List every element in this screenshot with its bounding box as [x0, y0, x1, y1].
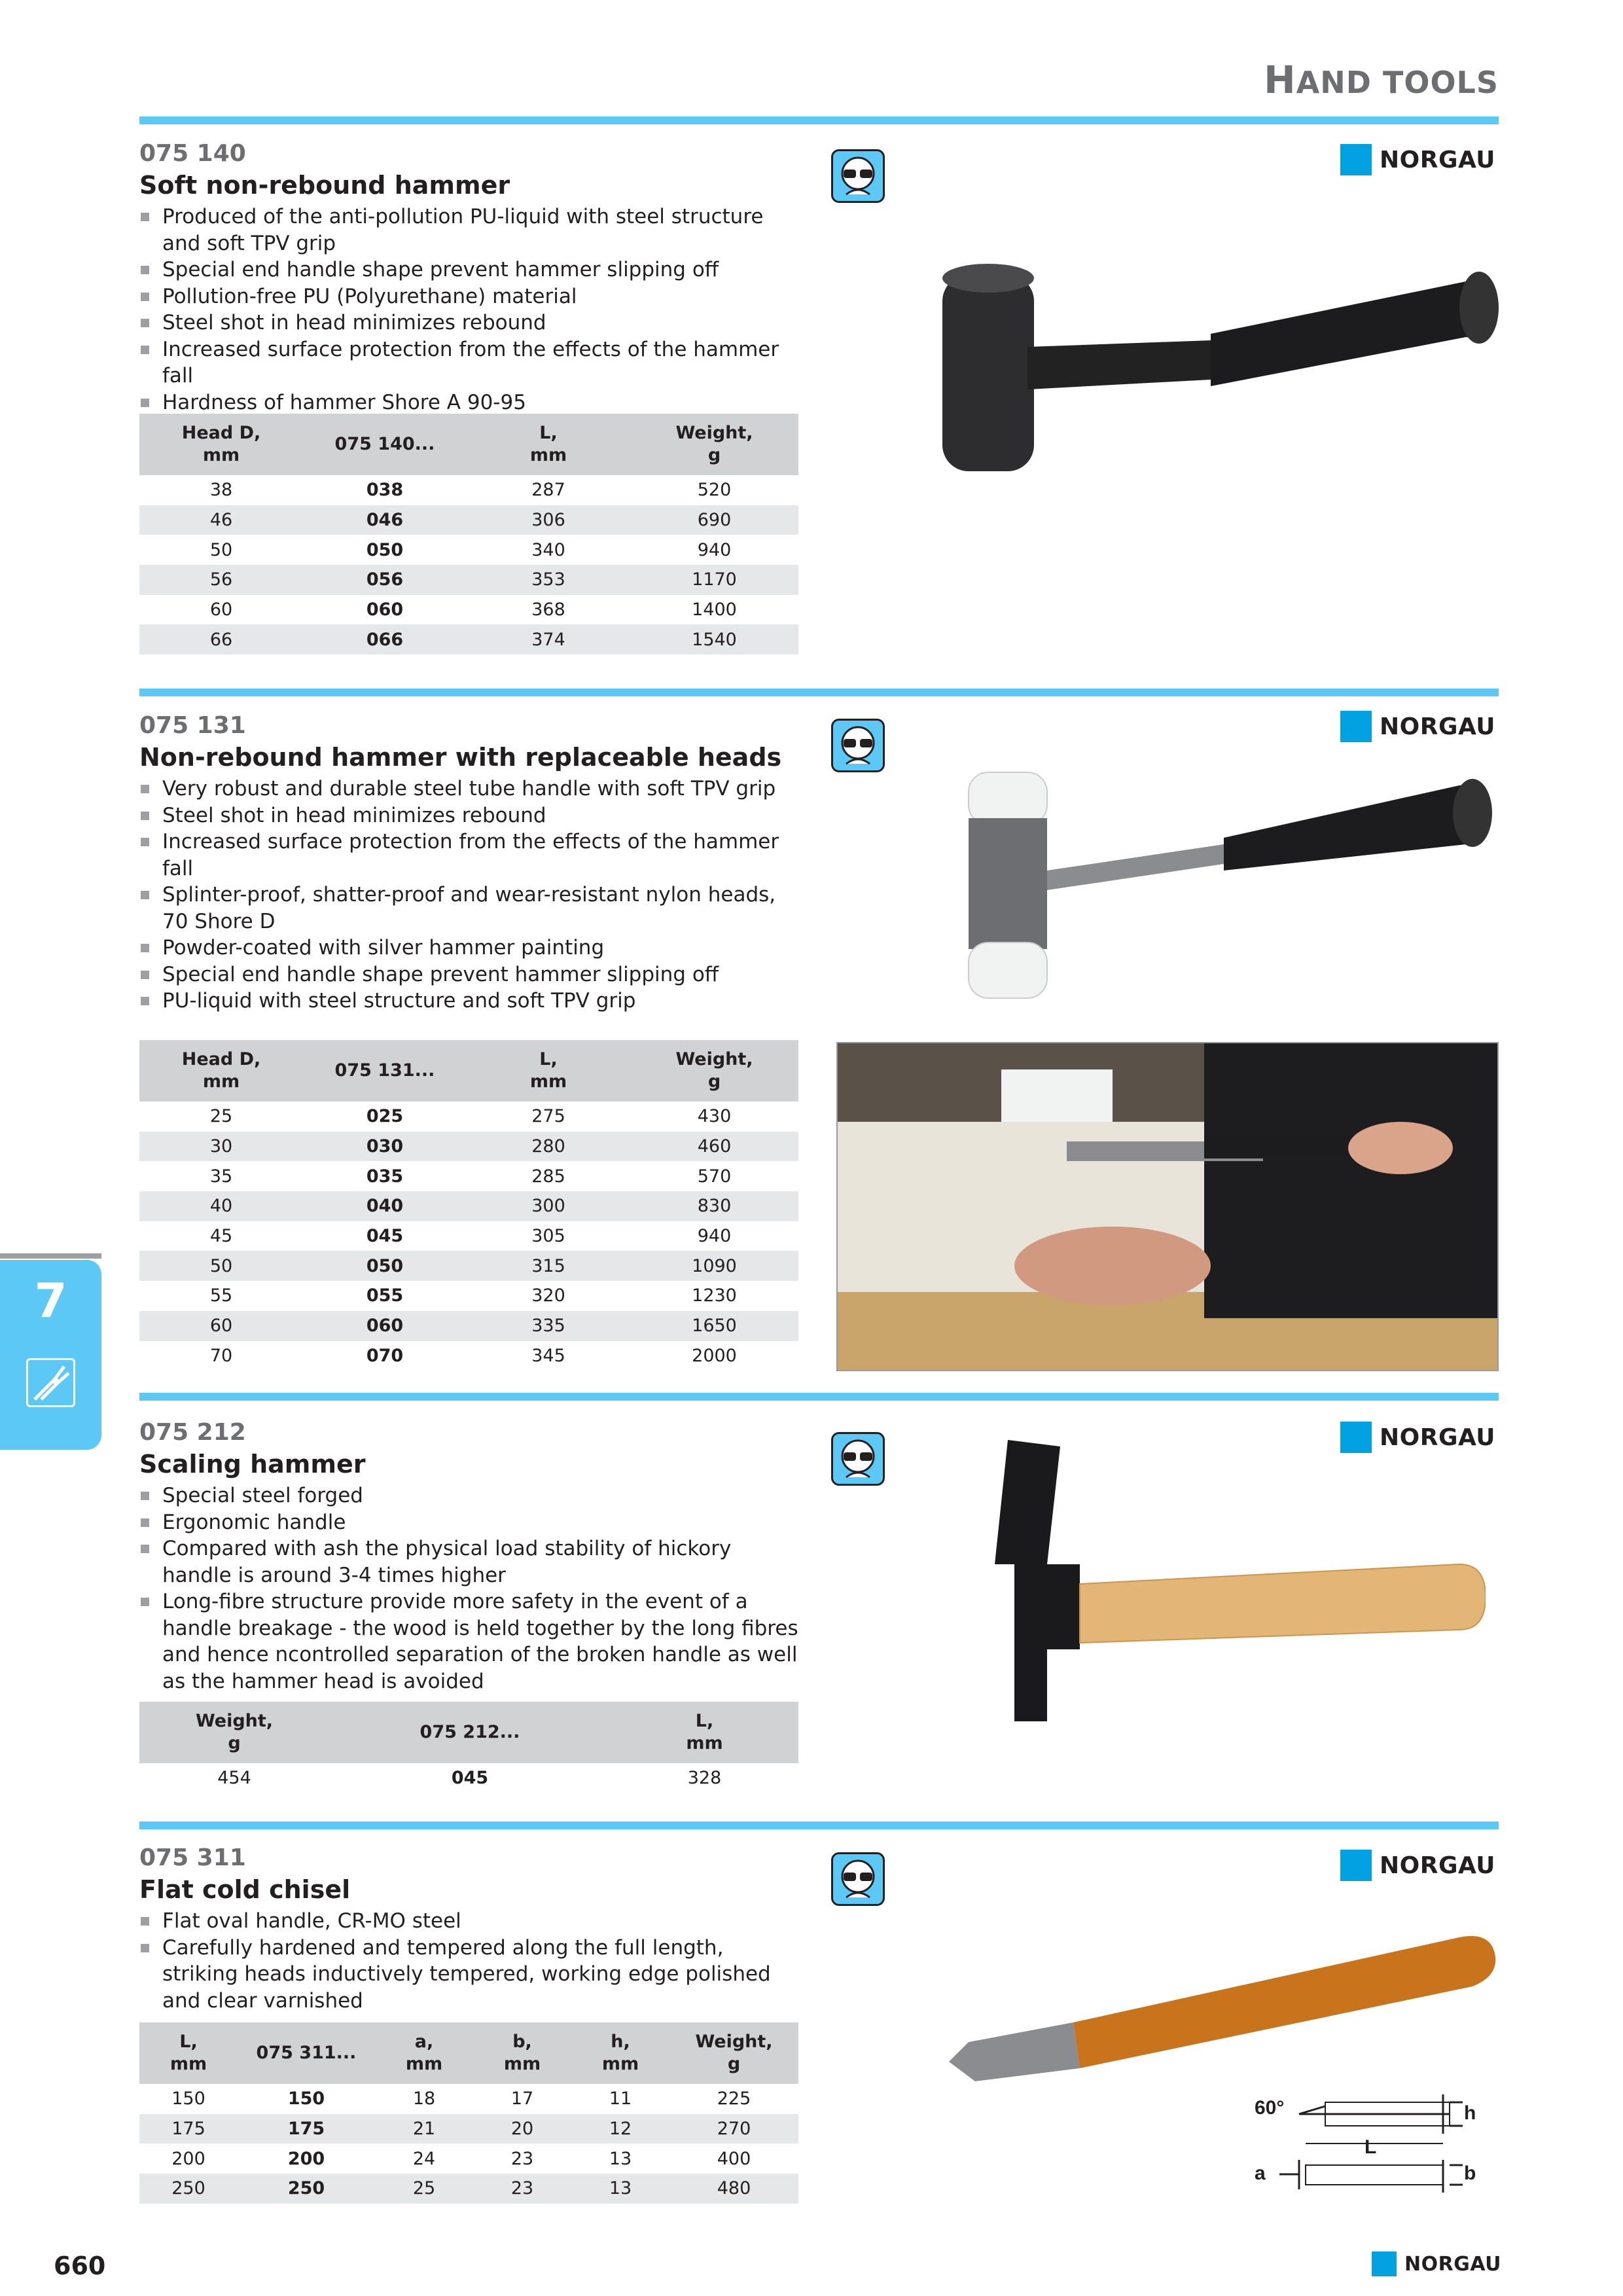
- L-label: L: [1364, 2136, 1377, 2158]
- table-cell: 13: [571, 2174, 669, 2204]
- table-cell: 25: [209, 1106, 233, 1127]
- angle-label: 60°: [1255, 2097, 1285, 2119]
- table-cell: 175: [238, 2114, 375, 2144]
- table-row: [139, 2174, 798, 2204]
- soft-hammer-image: [929, 249, 1505, 491]
- table-cell: 040: [303, 1191, 467, 1221]
- feature-item: Increased surface protection from the effects of the hammer fall: [139, 829, 794, 882]
- table-cell: 1170: [630, 565, 798, 595]
- table-row: [139, 595, 798, 625]
- table-cell: 35: [209, 1166, 233, 1187]
- table-row: [139, 1132, 798, 1162]
- feature-item: Produced of the anti-pollution PU-liquid with steel structure and soft TPV grip: [139, 204, 794, 257]
- table-cell: 454: [217, 1768, 251, 1789]
- table-cell: 40: [139, 1191, 303, 1221]
- chapter-number: 7: [34, 1273, 67, 1328]
- table-row: [139, 1311, 798, 1341]
- table-cell: 225: [717, 2089, 751, 2109]
- brand-square-icon: [1340, 711, 1372, 742]
- table-cell: 285: [531, 1166, 565, 1187]
- column-header: L, mm: [467, 414, 630, 475]
- table-cell: 66: [139, 624, 303, 655]
- table-cell: 374: [467, 624, 630, 655]
- feature-list: [139, 204, 794, 416]
- table-cell: 070: [366, 1345, 404, 1366]
- column-header: b, mm: [473, 2022, 571, 2084]
- section-divider: [139, 1821, 1499, 1829]
- feature-item: Increased surface protection from the effects of the hammer fall: [139, 336, 794, 389]
- table-cell: 2000: [692, 1345, 737, 1366]
- feature-item: Flat oval handle, CR-MO steel: [139, 1908, 794, 1935]
- header-title-rest: AND TOOLS: [1296, 65, 1499, 100]
- column-header: 075 140...: [303, 414, 467, 475]
- table-cell: 940: [697, 539, 732, 560]
- product-code: 075 212: [139, 1419, 246, 1446]
- product-code: 075 311: [139, 1844, 246, 1871]
- feature-item: PU-liquid with steel structure and soft TPV grip: [139, 988, 794, 1014]
- footer-norgau-logo: [1372, 2251, 1501, 2276]
- feature-item: Long-fibre structure provide more safety in the event of a handle breakage - the wood is held together by the long fibres and hence ncontrolled separation of the broken handle as well as the hammer head is avoided: [139, 1588, 804, 1695]
- table-cell: 305: [531, 1226, 565, 1247]
- table-cell: 11: [609, 2089, 632, 2109]
- table-cell: 38: [209, 480, 233, 501]
- norgau-logo: [1340, 144, 1495, 175]
- feature-item: Ergonomic handle: [139, 1509, 804, 1536]
- safety-goggles-icon: [831, 1852, 885, 1906]
- table-cell: 570: [697, 1166, 732, 1187]
- table-row: [139, 1221, 798, 1251]
- column-header: h, mm: [571, 2022, 669, 2084]
- table-row: [139, 2144, 798, 2174]
- table-row: [139, 535, 798, 565]
- table-row: [139, 2084, 798, 2114]
- replaceable-head-hammer-image: [949, 759, 1505, 1008]
- table-cell: 315: [467, 1251, 630, 1281]
- brand-square-icon: [1340, 1850, 1372, 1881]
- column-header: L, mm: [611, 1702, 798, 1763]
- feature-item: Splinter-proof, shatter-proof and wear-resistant nylon heads, 70 Shore D: [139, 882, 794, 935]
- usage-photo: [836, 1042, 1499, 1371]
- table-cell: 690: [630, 505, 798, 535]
- table-row: [139, 475, 798, 505]
- table-cell: 200: [171, 2148, 205, 2169]
- product-code: 075 140: [139, 140, 246, 167]
- table-cell: 1650: [630, 1311, 798, 1341]
- table-cell: 025: [366, 1106, 404, 1127]
- table-row: [139, 1102, 798, 1132]
- brand-name: NORGAU: [1380, 1424, 1495, 1451]
- table-cell: 280: [467, 1132, 630, 1162]
- table-cell: 353: [467, 565, 630, 595]
- feature-item: Special steel forged: [139, 1482, 804, 1509]
- feature-item: Special end handle shape prevent hammer slipping off: [139, 257, 794, 283]
- feature-list: [139, 1908, 794, 2014]
- norgau-logo: [1340, 1850, 1495, 1881]
- table-cell: 460: [630, 1132, 798, 1162]
- column-header: L, mm: [139, 2022, 238, 2084]
- table-cell: 320: [531, 1285, 565, 1306]
- product-title: Soft non-rebound hammer: [139, 171, 510, 200]
- table-cell: 1400: [692, 600, 737, 620]
- table-cell: 060: [303, 1311, 467, 1341]
- feature-item: Pollution-free PU (Polyurethane) material: [139, 283, 794, 310]
- table-cell: 23: [510, 2148, 534, 2169]
- table-cell: 50: [139, 1251, 303, 1281]
- table-cell: 038: [366, 480, 404, 501]
- table-cell: 45: [209, 1226, 233, 1247]
- table-cell: 830: [630, 1191, 798, 1221]
- table-cell: 250: [139, 2174, 238, 2204]
- table-cell: 13: [609, 2148, 632, 2169]
- feature-item: Steel shot in head minimizes rebound: [139, 802, 794, 829]
- table-cell: 368: [531, 600, 565, 620]
- brand-name: NORGAU: [1380, 1852, 1495, 1879]
- table-cell: 345: [531, 1345, 565, 1366]
- table-cell: 306: [467, 505, 630, 535]
- scaling-hammer-image: [936, 1433, 1486, 1734]
- table-cell: 045: [451, 1768, 489, 1789]
- table-row: [139, 1341, 798, 1371]
- spec-table-075212: [139, 1702, 798, 1793]
- table-cell: 250: [238, 2174, 375, 2204]
- table-row: [139, 1191, 798, 1221]
- brand-square-icon: [1340, 144, 1372, 175]
- section-divider: [139, 689, 1499, 696]
- h-label: h: [1464, 2102, 1476, 2124]
- table-cell: 060: [366, 600, 404, 620]
- column-header: 075 212...: [329, 1702, 611, 1763]
- table-cell: 066: [303, 624, 467, 655]
- table-cell: 287: [531, 480, 565, 501]
- table-cell: 18: [412, 2089, 436, 2109]
- spec-table-075131: [139, 1040, 798, 1371]
- brand-name: NORGAU: [1404, 2252, 1501, 2276]
- table-cell: 1540: [630, 624, 798, 655]
- safety-goggles-icon: [831, 719, 885, 772]
- product-code: 075 131: [139, 712, 246, 739]
- page-header-title: [1264, 58, 1499, 102]
- feature-item: Special end handle shape prevent hammer slipping off: [139, 961, 794, 988]
- table-cell: 17: [510, 2089, 534, 2109]
- feature-item: Powder-coated with silver hammer painting: [139, 935, 794, 961]
- safety-goggles-icon: [831, 1432, 885, 1486]
- b-label: b: [1464, 2162, 1476, 2184]
- table-row: [139, 1281, 798, 1311]
- column-header: Weight, g: [630, 414, 798, 475]
- table-cell: 335: [467, 1311, 630, 1341]
- feature-item: Steel shot in head minimizes rebound: [139, 310, 794, 336]
- table-row: [139, 1161, 798, 1191]
- product-title: Scaling hammer: [139, 1450, 366, 1479]
- table-cell: 25: [375, 2174, 473, 2204]
- table-cell: 30: [139, 1132, 303, 1162]
- table-cell: 23: [473, 2174, 571, 2204]
- table-cell: 480: [669, 2174, 798, 2204]
- column-header: Weight, g: [630, 1040, 798, 1102]
- table-cell: 24: [412, 2148, 436, 2169]
- table-cell: 270: [669, 2114, 798, 2144]
- safety-goggles-icon: [831, 149, 885, 203]
- column-header: 075 311...: [238, 2022, 375, 2084]
- table-cell: 50: [209, 539, 233, 560]
- table-row: [139, 624, 798, 655]
- feature-item: Compared with ash the physical load stability of hickory handle is around 3-4 times higher: [139, 1535, 804, 1588]
- table-cell: 1230: [692, 1285, 737, 1306]
- table-row: [139, 565, 798, 595]
- column-header: L, mm: [467, 1040, 630, 1102]
- column-header: Weight, g: [139, 1702, 329, 1763]
- brand-square-icon: [1372, 2251, 1397, 2276]
- column-header: a, mm: [375, 2022, 473, 2084]
- table-row: [139, 1763, 798, 1793]
- table-cell: 030: [303, 1132, 467, 1162]
- column-header: 075 131...: [303, 1040, 467, 1102]
- product-title: Flat cold chisel: [139, 1875, 351, 1904]
- chisel-dimension-diagram: [1253, 2088, 1489, 2212]
- table-cell: 940: [697, 1226, 732, 1247]
- table-cell: 55: [209, 1285, 233, 1306]
- table-cell: 035: [366, 1166, 404, 1187]
- table-cell: 175: [139, 2114, 238, 2144]
- section-divider: [139, 1393, 1499, 1401]
- table-cell: 045: [366, 1226, 404, 1247]
- table-cell: 055: [366, 1285, 404, 1306]
- product-title: Non-rebound hammer with replaceable heads: [139, 743, 782, 772]
- table-cell: 200: [287, 2148, 325, 2169]
- table-cell: 056: [303, 565, 467, 595]
- table-cell: 520: [697, 480, 732, 501]
- spec-table-075311: [139, 2022, 798, 2204]
- page-number: 660: [54, 2251, 106, 2280]
- table-row: [139, 2114, 798, 2144]
- norgau-logo: [1340, 711, 1495, 742]
- a-label: a: [1255, 2162, 1266, 2184]
- table-cell: 430: [697, 1106, 732, 1127]
- table-cell: 400: [717, 2148, 751, 2169]
- feature-list: [139, 776, 794, 1014]
- feature-item: Carefully hardened and tempered along the full length, striking heads inductively tempered, working edge polished and clear varnished: [139, 1935, 794, 2015]
- table-cell: 275: [531, 1106, 565, 1127]
- column-header: Weight, g: [669, 2022, 798, 2084]
- spec-table-075140: [139, 414, 798, 655]
- table-cell: 150: [287, 2089, 325, 2109]
- table-cell: 12: [571, 2114, 669, 2144]
- table-row: [139, 505, 798, 535]
- table-cell: 1090: [630, 1251, 798, 1281]
- pliers-icon: [26, 1358, 75, 1407]
- table-cell: 050: [366, 539, 404, 560]
- brand-name: NORGAU: [1380, 713, 1495, 740]
- feature-item: Hardness of hammer Shore A 90-95: [139, 389, 794, 416]
- flat-chisel-image: [949, 1924, 1499, 2088]
- table-cell: 046: [303, 505, 467, 535]
- column-header: Head D, mm: [139, 414, 303, 475]
- table-cell: 21: [375, 2114, 473, 2144]
- column-header: Head D, mm: [139, 1040, 303, 1102]
- table-cell: 70: [209, 1345, 233, 1366]
- chapter-tab[interactable]: [0, 1260, 101, 1450]
- table-cell: 150: [171, 2089, 205, 2109]
- table-cell: 050: [303, 1251, 467, 1281]
- feature-list: [139, 1482, 804, 1695]
- chapter-tab-border: [0, 1253, 101, 1259]
- table-cell: 20: [473, 2114, 571, 2144]
- feature-item: Very robust and durable steel tube handle with soft TPV grip: [139, 776, 794, 802]
- table-cell: 60: [209, 600, 233, 620]
- table-cell: 56: [139, 565, 303, 595]
- table-cell: 328: [687, 1768, 722, 1789]
- table-cell: 340: [531, 539, 565, 560]
- section-divider: [139, 117, 1499, 124]
- brand-name: NORGAU: [1380, 146, 1495, 173]
- table-row: [139, 1251, 798, 1281]
- header-title-initial: H: [1264, 58, 1296, 102]
- table-cell: 60: [139, 1311, 303, 1341]
- table-cell: 46: [139, 505, 303, 535]
- table-cell: 300: [467, 1191, 630, 1221]
